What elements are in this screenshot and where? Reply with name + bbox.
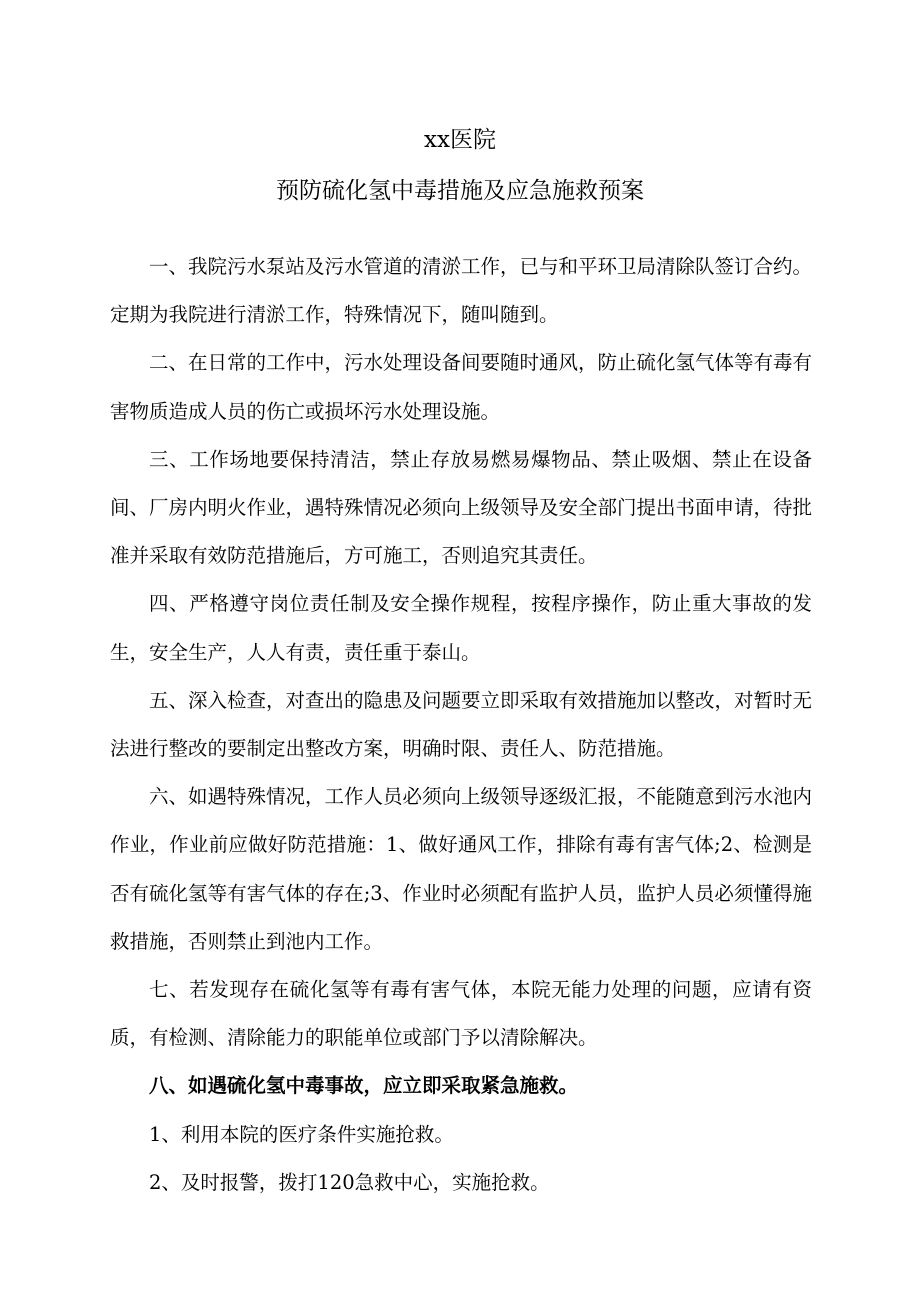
- paragraph-4: 四、严格遵守岗位责任制及安全操作规程，按程序操作，防止重大事故的发生，安全生产，人人有责，责任重于泰山。: [110, 592, 812, 664]
- document-body: [110, 243, 812, 1207]
- paragraph-6: 六、如遇特殊情况，工作人员必须向上级领导逐级汇报，不能随意到污水池内作业，作业前应做好防范措施：1、做好通风工作，排除有毒有害气体;2、检测是否有硫化氢等有害气体的存在;3、作业时必须配有监护人员，监护人员必须懂得施救措施，否则禁止到池内工作。: [110, 785, 813, 953]
- paragraph-3: 三、工作场地要保持清洁，禁止存放易燃易爆物品、禁止吸烟、禁止在设备间、厂房内明火作业，遇特殊情况必须向上级领导及安全部门提出书面申请，待批准并采取有效防范措施后，方可施工，否则追究其责任。: [110, 447, 813, 568]
- paragraph-5: 五、深入检查，对查出的隐患及问题要立即采取有效措施加以整改，对暂时无法进行整改的要制定出整改方案，明确时限、责任人、防范措施。: [110, 688, 813, 761]
- paragraph-2: 二、在日常的工作中，污水处理设备间要随时通风，防止硫化氢气体等有毒有害物质造成人员的伤亡或损坏污水处理设施。: [110, 351, 813, 423]
- document-title: 预防硫化氢中毒措施及应急施救预案: [276, 178, 644, 204]
- rescue-step-1: 1、利用本院的医疗条件实施抢救。: [149, 1122, 454, 1146]
- paragraph-8-heading: 八、如遇硫化氢中毒事故，应立即采取紧急施救。: [149, 1074, 579, 1098]
- rescue-step-2: 2、及时报警，拨打120急救中心，实施抢救。: [149, 1170, 550, 1194]
- paragraph-1: 一、我院污水泵站及污水管道的清淤工作，已与和平环卫局清除队签订合约。定期为我院进行清淤工作，特殊情况下，随叫随到。: [110, 255, 813, 327]
- paragraph-7: 七、若发现存在硫化氢等有毒有害气体，本院无能力处理的问题，应请有资质，有检测、清除能力的职能单位或部门予以清除解决。: [110, 978, 812, 1050]
- hospital-title: xx医院: [424, 127, 496, 153]
